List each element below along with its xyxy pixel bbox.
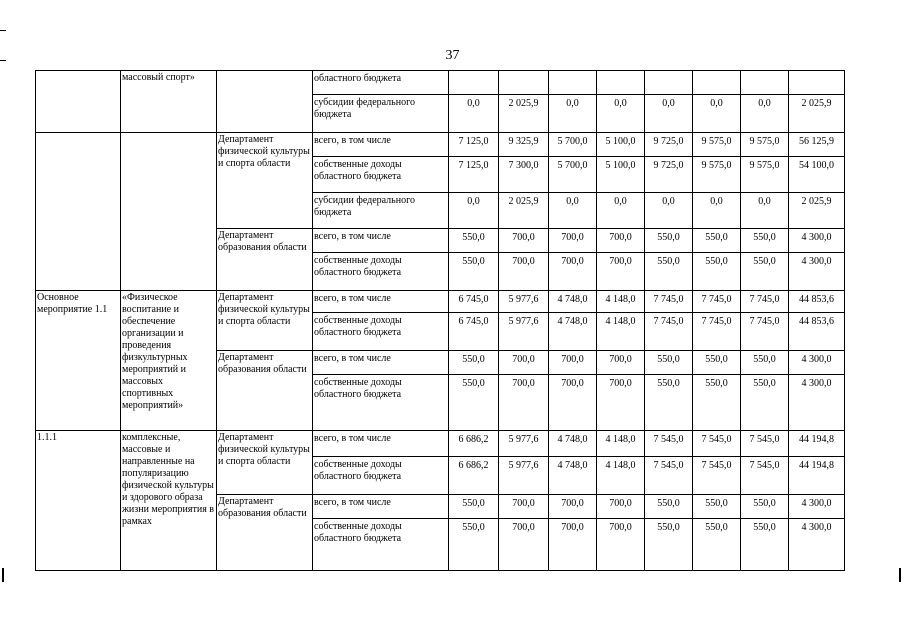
value-cell: 6 686,2 bbox=[449, 457, 499, 495]
funding-source-cell: всего, в том числе bbox=[313, 133, 449, 157]
value-cell: 0,0 bbox=[693, 193, 741, 229]
value-cell: 4 748,0 bbox=[549, 431, 597, 457]
value-cell: 700,0 bbox=[597, 375, 645, 431]
value-cell: 550,0 bbox=[693, 253, 741, 291]
value-cell: 550,0 bbox=[449, 519, 499, 571]
event-number-cell: 1.1.1 bbox=[36, 431, 121, 571]
value-cell: 56 125,9 bbox=[789, 133, 845, 157]
value-cell: 0,0 bbox=[449, 95, 499, 133]
value-cell: 700,0 bbox=[597, 229, 645, 253]
value-cell bbox=[597, 71, 645, 95]
value-cell: 700,0 bbox=[549, 253, 597, 291]
executor-cell: Департамент образования области bbox=[217, 495, 313, 571]
value-cell bbox=[499, 71, 549, 95]
funding-source-cell: всего, в том числе bbox=[313, 291, 449, 313]
event-number-cell bbox=[36, 133, 121, 291]
value-cell: 2 025,9 bbox=[789, 193, 845, 229]
executor-cell: Департамент физической культуры и спорта области bbox=[217, 431, 313, 495]
value-cell: 550,0 bbox=[449, 375, 499, 431]
value-cell: 7 545,0 bbox=[693, 431, 741, 457]
value-cell: 700,0 bbox=[499, 495, 549, 519]
value-cell: 5 977,6 bbox=[499, 313, 549, 351]
value-cell: 0,0 bbox=[645, 95, 693, 133]
value-cell: 550,0 bbox=[741, 375, 789, 431]
event-name-cell bbox=[121, 133, 217, 291]
value-cell: 4 300,0 bbox=[789, 495, 845, 519]
value-cell: 7 745,0 bbox=[645, 313, 693, 351]
value-cell: 9 325,9 bbox=[499, 133, 549, 157]
executor-cell: Департамент физической культуры и спорта области bbox=[217, 133, 313, 229]
value-cell bbox=[789, 71, 845, 95]
value-cell: 550,0 bbox=[449, 229, 499, 253]
value-cell: 0,0 bbox=[549, 95, 597, 133]
value-cell: 9 575,0 bbox=[693, 157, 741, 193]
scan-mark-left-bottom bbox=[2, 568, 4, 582]
value-cell: 700,0 bbox=[499, 519, 549, 571]
value-cell: 2 025,9 bbox=[499, 95, 549, 133]
funding-source-cell: субсидии федерального бюджета bbox=[313, 193, 449, 229]
scan-mark-right-bottom bbox=[899, 568, 901, 582]
value-cell: 550,0 bbox=[449, 253, 499, 291]
value-cell: 4 300,0 bbox=[789, 375, 845, 431]
value-cell: 0,0 bbox=[741, 95, 789, 133]
scan-mark-left-top bbox=[0, 30, 6, 31]
table-row bbox=[36, 291, 845, 313]
value-cell: 4 748,0 bbox=[549, 457, 597, 495]
value-cell: 4 300,0 bbox=[789, 253, 845, 291]
value-cell: 550,0 bbox=[645, 253, 693, 291]
value-cell: 550,0 bbox=[693, 351, 741, 375]
value-cell bbox=[549, 71, 597, 95]
value-cell: 5 100,0 bbox=[597, 157, 645, 193]
value-cell: 700,0 bbox=[499, 229, 549, 253]
value-cell: 7 545,0 bbox=[741, 457, 789, 495]
value-cell: 2 025,9 bbox=[789, 95, 845, 133]
value-cell: 700,0 bbox=[549, 519, 597, 571]
value-cell: 4 300,0 bbox=[789, 519, 845, 571]
value-cell: 9 725,0 bbox=[645, 157, 693, 193]
value-cell: 7 125,0 bbox=[449, 133, 499, 157]
funding-source-cell: субсидии федерального бюджета bbox=[313, 95, 449, 133]
value-cell: 4 148,0 bbox=[597, 457, 645, 495]
value-cell: 550,0 bbox=[741, 253, 789, 291]
value-cell: 6 745,0 bbox=[449, 313, 499, 351]
value-cell: 550,0 bbox=[645, 351, 693, 375]
value-cell: 2 025,9 bbox=[499, 193, 549, 229]
value-cell: 700,0 bbox=[597, 495, 645, 519]
value-cell: 7 745,0 bbox=[693, 313, 741, 351]
budget-table bbox=[35, 70, 845, 571]
event-name-cell: массовый спорт» bbox=[121, 71, 217, 133]
value-cell: 44 853,6 bbox=[789, 291, 845, 313]
executor-cell: Департамент образования области bbox=[217, 351, 313, 431]
funding-source-cell: всего, в том числе bbox=[313, 495, 449, 519]
value-cell: 0,0 bbox=[597, 95, 645, 133]
scan-mark-left-mid bbox=[0, 60, 6, 61]
value-cell: 7 745,0 bbox=[741, 313, 789, 351]
funding-source-cell: собственные доходы областного бюджета bbox=[313, 313, 449, 351]
value-cell: 550,0 bbox=[693, 519, 741, 571]
value-cell: 7 545,0 bbox=[645, 431, 693, 457]
event-number-cell bbox=[36, 71, 121, 133]
value-cell: 550,0 bbox=[693, 229, 741, 253]
value-cell: 550,0 bbox=[645, 375, 693, 431]
value-cell: 4 148,0 bbox=[597, 431, 645, 457]
value-cell: 7 745,0 bbox=[693, 291, 741, 313]
executor-cell: Департамент образования области bbox=[217, 229, 313, 291]
value-cell: 7 545,0 bbox=[693, 457, 741, 495]
table-row bbox=[36, 133, 845, 157]
value-cell: 44 853,6 bbox=[789, 313, 845, 351]
value-cell: 700,0 bbox=[597, 519, 645, 571]
value-cell: 700,0 bbox=[499, 375, 549, 431]
value-cell: 5 100,0 bbox=[597, 133, 645, 157]
value-cell: 5 977,6 bbox=[499, 291, 549, 313]
value-cell: 700,0 bbox=[549, 351, 597, 375]
value-cell: 9 575,0 bbox=[693, 133, 741, 157]
value-cell: 0,0 bbox=[597, 193, 645, 229]
value-cell: 550,0 bbox=[449, 495, 499, 519]
value-cell: 700,0 bbox=[549, 375, 597, 431]
value-cell: 44 194,8 bbox=[789, 431, 845, 457]
value-cell: 9 575,0 bbox=[741, 133, 789, 157]
value-cell: 0,0 bbox=[645, 193, 693, 229]
value-cell: 0,0 bbox=[693, 95, 741, 133]
funding-source-cell: областного бюджета bbox=[313, 71, 449, 95]
value-cell: 4 148,0 bbox=[597, 313, 645, 351]
value-cell: 5 700,0 bbox=[549, 157, 597, 193]
funding-source-cell: всего, в том числе bbox=[313, 431, 449, 457]
value-cell: 550,0 bbox=[741, 495, 789, 519]
event-name-cell: «Физическое воспитание и обеспечение организации и проведения физкультурных мероприятий и массовых спортивных мероприятий» bbox=[121, 291, 217, 431]
value-cell: 550,0 bbox=[645, 495, 693, 519]
value-cell: 550,0 bbox=[693, 495, 741, 519]
funding-source-cell: собственные доходы областного бюджета bbox=[313, 253, 449, 291]
value-cell: 700,0 bbox=[597, 351, 645, 375]
value-cell: 7 300,0 bbox=[499, 157, 549, 193]
value-cell: 5 700,0 bbox=[549, 133, 597, 157]
table-row bbox=[36, 71, 845, 95]
value-cell: 5 977,6 bbox=[499, 457, 549, 495]
table-row bbox=[36, 431, 845, 457]
value-cell: 550,0 bbox=[741, 229, 789, 253]
value-cell bbox=[645, 71, 693, 95]
value-cell: 4 300,0 bbox=[789, 351, 845, 375]
value-cell: 54 100,0 bbox=[789, 157, 845, 193]
value-cell: 0,0 bbox=[449, 193, 499, 229]
value-cell: 4 748,0 bbox=[549, 313, 597, 351]
value-cell: 4 300,0 bbox=[789, 229, 845, 253]
funding-source-cell: всего, в том числе bbox=[313, 229, 449, 253]
value-cell: 9 725,0 bbox=[645, 133, 693, 157]
value-cell: 700,0 bbox=[499, 351, 549, 375]
value-cell: 6 745,0 bbox=[449, 291, 499, 313]
value-cell: 550,0 bbox=[741, 519, 789, 571]
value-cell: 700,0 bbox=[549, 229, 597, 253]
value-cell: 7 545,0 bbox=[741, 431, 789, 457]
value-cell: 550,0 bbox=[645, 229, 693, 253]
executor-cell bbox=[217, 71, 313, 133]
value-cell: 700,0 bbox=[549, 495, 597, 519]
value-cell: 0,0 bbox=[549, 193, 597, 229]
value-cell: 550,0 bbox=[693, 375, 741, 431]
value-cell: 4 148,0 bbox=[597, 291, 645, 313]
value-cell: 550,0 bbox=[449, 351, 499, 375]
value-cell: 5 977,6 bbox=[499, 431, 549, 457]
funding-source-cell: всего, в том числе bbox=[313, 351, 449, 375]
page-number: 37 bbox=[445, 48, 460, 63]
value-cell: 550,0 bbox=[645, 519, 693, 571]
value-cell bbox=[741, 71, 789, 95]
event-name-cell: комплексные, массовые и направленные на популяризацию физической культуры и здорового образа жизни мероприятия в рамках bbox=[121, 431, 217, 571]
value-cell: 7 125,0 bbox=[449, 157, 499, 193]
value-cell: 7 745,0 bbox=[645, 291, 693, 313]
funding-source-cell: собственные доходы областного бюджета bbox=[313, 375, 449, 431]
value-cell: 700,0 bbox=[499, 253, 549, 291]
event-number-cell: Основное мероприятие 1.1 bbox=[36, 291, 121, 431]
funding-source-cell: собственные доходы областного бюджета bbox=[313, 519, 449, 571]
value-cell: 6 686,2 bbox=[449, 431, 499, 457]
value-cell: 0,0 bbox=[741, 193, 789, 229]
value-cell bbox=[449, 71, 499, 95]
value-cell: 7 545,0 bbox=[645, 457, 693, 495]
funding-source-cell: собственные доходы областного бюджета bbox=[313, 157, 449, 193]
value-cell: 4 748,0 bbox=[549, 291, 597, 313]
value-cell: 7 745,0 bbox=[741, 291, 789, 313]
value-cell: 9 575,0 bbox=[741, 157, 789, 193]
value-cell: 700,0 bbox=[597, 253, 645, 291]
value-cell: 44 194,8 bbox=[789, 457, 845, 495]
funding-source-cell: собственные доходы областного бюджета bbox=[313, 457, 449, 495]
value-cell bbox=[693, 71, 741, 95]
value-cell: 550,0 bbox=[741, 351, 789, 375]
executor-cell: Департамент физической культуры и спорта области bbox=[217, 291, 313, 351]
